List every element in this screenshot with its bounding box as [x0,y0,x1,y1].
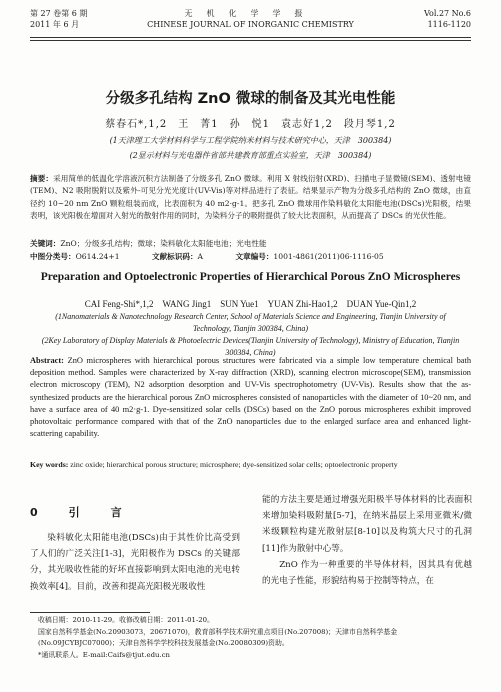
header-right [424,8,471,30]
affiliation-en-1: (1Nanomaterials & Nanotechnology Research Center, School of Materials Science and Engineering, Tianjin University of Technology, Tianjin 300384, China) [55,312,446,333]
clc-label: 中图分类号： [30,252,76,261]
article-value: 1001-4861(2011)06-1116-05 [273,252,384,261]
header-center [30,8,471,30]
affiliation-cn-2: (2显示材料与光电器件省部共建教育部重点实验室，天津 300384) [129,151,372,160]
footnote-received: 收稿日期：2010-11-29。收修改稿日期：2011-01-20。 [38,616,214,624]
page-range: 1116-1120 [427,20,471,29]
footnote-funding: 国家自然科学基金(No.20903073，20671070)，教育部科学技术研究重点项目(No.207008)；天津市自然科学基金(No.09JCYBJC07000)；天津自然科学学校科技发展基金(No.20080309)资助。 [38,627,398,648]
title-en: Preparation and Optoelectronic Properties of Hierarchical Porous ZnO Microspheres [40,271,461,283]
article-label: 文章编号： [235,252,274,261]
authors-en: CAI Feng-Shi*,1,2 WANG Jing1 SUN Yue1 YUAN Zhi-Hao1,2 DUAN Yue-Qin1,2 [84,299,417,309]
intro-paragraph-1-cont: 能的方法主要是通过增强光阳极半导体材料的比表面积来增加染料吸附量[5-7]，在纳米晶层上采用亚微米/微米级颗粒构建光散射层[8-10]以及构筑大尺寸的孔洞[11]作为散射中心等。 [262,495,472,554]
volume-issue-en: Vol.27 No.6 [424,9,471,18]
authors-cn: 蔡春石*,1,2 王 菁1 孙 悦1 袁志好1,2 段月琴1,2 [105,119,396,130]
keywords-en [30,459,471,470]
clc-number [30,252,120,261]
classification-line [30,251,471,263]
header-rule-bottom [30,40,471,41]
header-rule-top [30,37,471,38]
title-cn: 分级多孔结构 ZnO 微球的制备及其光电性能 [105,91,396,107]
intro-paragraph-1: 染料敏化太阳能电池(DSCs)由于其性价比高受到了人们的广泛关注[1-3]，光阳极作为 DSCs 的关键部分，其光吸收性能的好坏直接影响到太阳电池的光电转换效率[4]。目前，改善和提高光阳极光吸收性 [30,533,240,592]
body-column-left [30,530,240,595]
abstract-en [30,355,471,440]
doc-label: 文献标识码： [151,252,198,261]
clc-value: O614.24+1 [75,252,120,261]
abstract-en-label: Abstract: [30,356,64,365]
journal-name-cn: 无机化学学报 [184,9,317,18]
footnotes [38,615,471,662]
keywords-en-text: zinc oxide; hierarchical porous structure; microsphere; dye-sensitized solar cells; optoelectronic property [70,460,398,469]
section-heading-introduction: 0 引 言 [30,506,132,519]
abstract-en-text: ZnO microspheres with hierarchical porous structures were fabricated via a simple low temperature chemical bath deposition method. Samples were characterized by X-ray diffraction (XRD), scanning electron microscope(SEM), transmission electron microscopy (TEM), N2 adsorption desorption and UV-Vis spectrophotometry (UV-Vis). Results show that the as-synthesized products are the hierarchical porous ZnO microspheres consisted of nanoparticles with the diameter of 10~20 nm, and have a surface area of 40 m2·g-1. Dye-sensitized solar cells (DSCs) based on the ZnO porous microspheres exhibit improved photovoltaic performance compared with that of the ZnO nanoparticles due to the enlarged surface area and enhanced light-scattering capability. [30,356,472,439]
keywords-cn-label: 关键词： [30,239,61,248]
article-number [235,252,383,261]
date-cn: 2011 年 6 月 [30,20,80,29]
footnote-correspondence: *通讯联系人。E-mail:Caifs@tjut.edu.cn [38,651,170,660]
volume-issue-cn: 第 27 卷第 6 期 [30,9,88,18]
affiliation-en-2: (2Key Laboratory of Display Materials & Photoelectric Devices(Tianjin University of Technology), Ministry of Education, Tianjin 300384, China) [41,336,460,357]
intro-paragraph-2: ZnO 作为一种重要的半导体材料，因其具有优越的光电子性能，形貌结构易于控制等特点，在 [262,559,472,587]
affiliation-cn-1: (1天津理工大学材料科学与工程学院纳米材料与技术研究中心，天津 300384) [109,136,392,145]
keywords-cn-text: ZnO；分级多孔结构；微球；染料敏化太阳能电池；光电性能 [60,239,267,248]
journal-name-en: CHINESE JOURNAL OF INORGANIC CHEMISTRY [147,20,354,29]
running-header [30,8,471,36]
footnote-rule [30,612,150,613]
keywords-cn [30,238,471,250]
keywords-en-label: Key words: [30,460,69,469]
body-column-right [262,492,472,589]
doc-value: A [197,252,204,261]
abstract-cn [30,173,471,222]
abstract-cn-text: 采用简单的低温化学溶液沉积方法制备了分级多孔 ZnO 微球。利用 X 射线衍射(XRD)、扫描电子显微镜(SEM)、透射电镜(TEM)、N2 吸附脱附以及紫外-可见分光光度计(UV-Vis)等对样品进行了表征。结果显示产物为分级多孔结构的 ZnO 微球，由直径约 10~20 nm ZnO 颗粒组装而成，比表面积为 40 m2·g-1。把多孔 ZnO 微球用作染料敏化太阳能电池(DSCs)光阳极，结果表明，该光阳极在增面对入射光的散射作用的同时，为染料分子的吸附提供了较大比表面积，从而提高了 DSCs 的光伏性能。 [30,174,471,220]
abstract-cn-label: 摘要： [30,174,54,183]
doc-code [152,252,203,261]
